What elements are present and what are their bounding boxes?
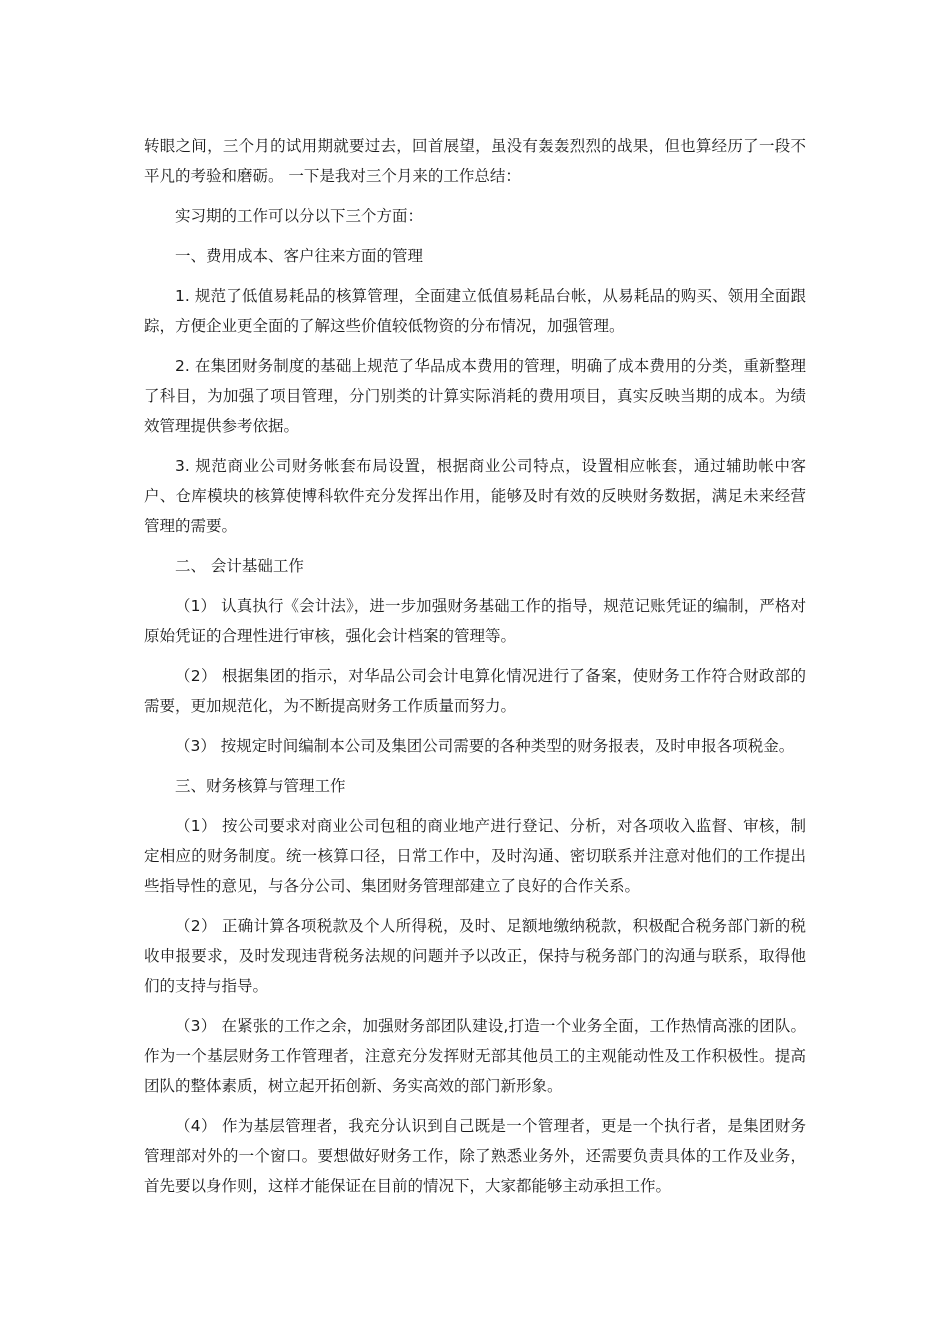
- overview-paragraph: 实习期的工作可以分以下三个方面：: [175, 207, 424, 225]
- intro-paragraph: 转眼之间，三个月的试用期就要过去，回首展望，虽没有轰轰烈烈的战果，但也算经历了一段不平凡的考验和磨砺。 一下是我对三个月来的工作总结：: [144, 137, 806, 185]
- section-heading-2: 二、 会计基础工作: [175, 557, 304, 575]
- section-3-item-4: （4） 作为基层管理者，我充分认识到自己既是一个管理者，更是一个执行者，是集团财务管理部对外的一个窗口。要想做好财务工作，除了熟悉业务外，还需要负责具体的工作及业务，首先要以身作则，这样才能保证在目前的情况下，大家都能够主动承担工作。: [144, 1117, 806, 1195]
- section-heading-3: 三、财务核算与管理工作: [175, 777, 346, 795]
- section-2-item-2: （2） 根据集团的指示，对华品公司会计电算化情况进行了备案，使财务工作符合财政部的需要，更加规范化，为不断提高财务工作质量而努力。: [144, 667, 806, 715]
- section-1-item-2: 2. 在集团财务制度的基础上规范了华品成本费用的管理，明确了成本费用的分类，重新整理了科目，为加强了项目管理，分门别类的计算实际消耗的费用项目，真实反映当期的成本。为绩效管理提供参考依据。: [144, 357, 806, 435]
- section-3-item-2: （2） 正确计算各项税款及个人所得税，及时、足额地缴纳税款，积极配合税务部门新的税收申报要求，及时发现违背税务法规的问题并予以改正，保持与税务部门的沟通与联系，取得他们的支持与指导。: [144, 917, 806, 995]
- section-3-item-3: （3） 在紧张的工作之余，加强财务部团队建设,打造一个业务全面，工作热情高涨的团队。作为一个基层财务工作管理者，注意充分发挥财无部其他员工的主观能动性及工作积极性。提高团队的整体素质，树立起开拓创新、务实高效的部门新形象。: [144, 1017, 806, 1095]
- section-heading-1: 一、费用成本、客户往来方面的管理: [175, 247, 424, 265]
- section-3-item-1: （1） 按公司要求对商业公司包租的商业地产进行登记、分析，对各项收入监督、审核，制定相应的财务制度。统一核算口径，日常工作中，及时沟通、密切联系并注意对他们的工作提出些指导性的意见，与各分公司、集团财务管理部建立了良好的合作关系。: [144, 817, 806, 895]
- section-2-item-1: （1） 认真执行《会计法》，进一步加强财务基础工作的指导，规范记账凭证的编制，严格对原始凭证的合理性进行审核，强化会计档案的管理等。: [144, 597, 806, 645]
- document-body: [144, 131, 806, 1211]
- section-1-item-3: 3. 规范商业公司财务帐套布局设置，根据商业公司特点，设置相应帐套，通过辅助帐中客户、仓库模块的核算使博科软件充分发挥出作用，能够及时有效的反映财务数据，满足未来经营管理的需要。: [144, 457, 806, 535]
- section-1-item-1: 1. 规范了低值易耗品的核算管理，全面建立低值易耗品台帐，从易耗品的购买、领用全面跟踪，方便企业更全面的了解这些价值较低物资的分布情况，加强管理。: [144, 287, 806, 335]
- section-2-item-3: （3） 按规定时间编制本公司及集团公司需要的各种类型的财务报表，及时申报各项税金。: [175, 737, 795, 755]
